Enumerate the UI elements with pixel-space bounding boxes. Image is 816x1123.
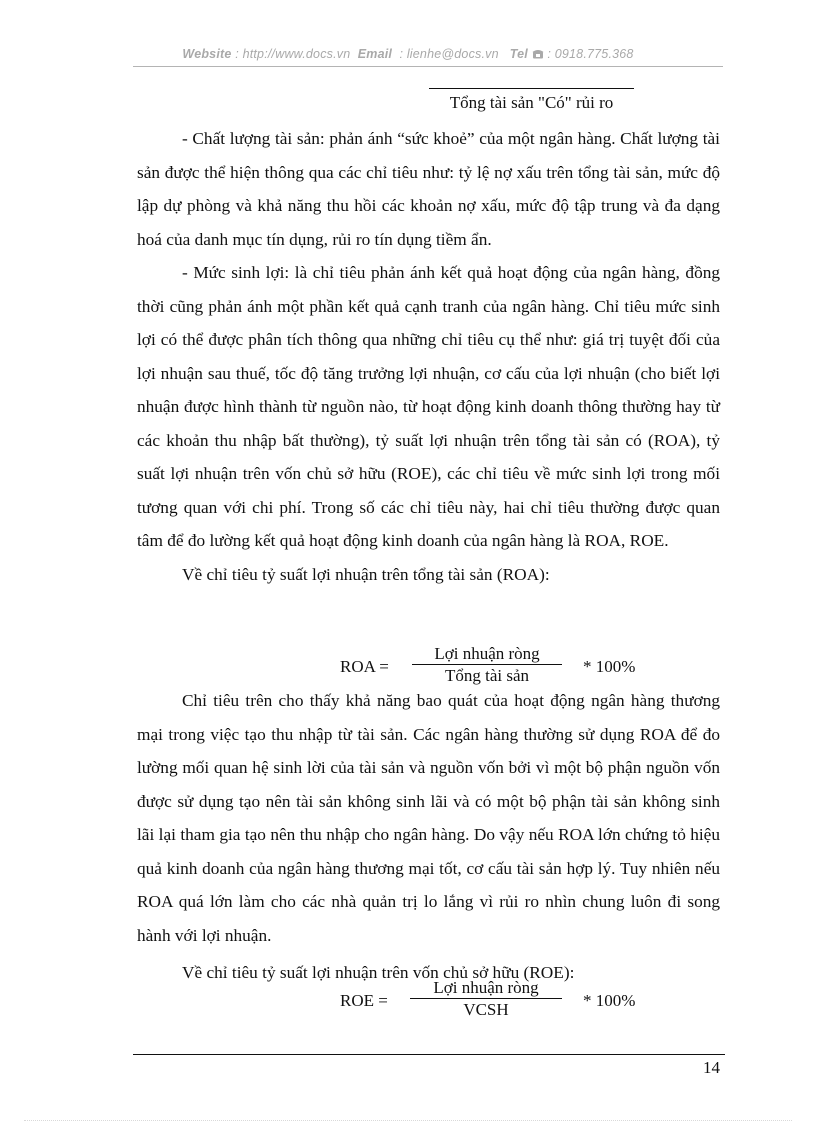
website-label: Website	[182, 47, 232, 61]
page-header	[0, 47, 816, 61]
body-text-top	[137, 122, 720, 591]
page-number: 14	[703, 1058, 720, 1077]
formula-roe-numerator: Lợi nhuận ròng	[433, 978, 539, 997]
formula-roe-fraction	[410, 978, 562, 1021]
formula-roe-multiplier: * 100%	[583, 991, 636, 1010]
header-divider	[133, 66, 723, 67]
formula-roa-numerator: Lợi nhuận ròng	[434, 644, 540, 663]
formula-roe-lhs: ROE =	[340, 991, 388, 1010]
fraction-bar	[429, 88, 634, 89]
paragraph-roa-explanation: Chỉ tiêu trên cho thấy khả năng bao quát của hoạt động ngân hàng thương mại trong việc tạo thu nhập từ tài sản. Các ngân hàng thường sử dụng ROA để đo lường mối quan hệ sinh lời của tài sản và nguồn vốn bởi vì một bộ phận nguồn vốn được sử dụng tạo nên tài sản không sinh lãi và có một bộ phận tài sản không sinh lãi lại tham gia tạo nên thu nhập cho ngân hàng. Do vậy nếu ROA lớn chứng tỏ hiệu quả kinh doanh của ngân hàng thương mại tốt, cơ cấu tài sản hợp lý. Tuy nhiên nếu ROA quá lớn làm cho các nhà quản trị lo lắng vì rủi ro nhìn chung luôn đi song hành với lợi nhuận.	[137, 691, 720, 945]
formula-roa-fraction	[412, 644, 562, 687]
body-text-middle	[137, 684, 720, 990]
previous-formula-tail: Tổng tài sản "Có" rủi ro	[449, 93, 614, 112]
paragraph-asset-quality: - Chất lượng tài sản: phản ánh “sức khoẻ” của một ngân hàng. Chất lượng tài sản được thể hiện thông qua các chỉ tiêu như: tỷ lệ nợ xấu trên tổng tài sản, mức độ lập dự phòng và khả năng thu hồi các khoản nợ xấu, mức độ tập trung và đa dạng hoá của danh mục tín dụng, rủi ro tín dụng tiềm ẩn.	[137, 129, 720, 249]
previous-formula-denominator	[429, 88, 634, 114]
footer-divider	[133, 1054, 725, 1055]
formula-roe	[137, 978, 720, 1028]
formula-roe-denominator: VCSH	[410, 998, 562, 1021]
email-value[interactable]: : lienhe@docs.vn	[399, 47, 499, 61]
page-bottom-border	[24, 1120, 792, 1121]
email-label: Email	[357, 47, 393, 61]
paragraph-roa-intro: Về chỉ tiêu tỷ suất lợi nhuận trên tổng tài sản (ROA):	[182, 564, 550, 584]
tel-value: : 0918.775.368	[547, 47, 634, 61]
tel-label: Tel	[509, 47, 528, 61]
paragraph-roe-intro: Về chỉ tiêu tỷ suất lợi nhuận trên vốn chủ sở hữu (ROE):	[182, 963, 575, 982]
formula-roa-lhs: ROA =	[340, 657, 389, 676]
formula-roa-denominator: Tổng tài sản	[412, 664, 562, 687]
paragraph-profitability: - Mức sinh lợi: là chỉ tiêu phản ánh kết quả hoạt động của ngân hàng, đồng thời cũng phản ánh một phần kết quả cạnh tranh của ngân hàng. Chỉ tiêu mức sinh lợi có thể được phân tích thông qua những chỉ tiêu cụ thể như: giá trị tuyệt đối của lợi nhuận sau thuế, tốc độ tăng trưởng lợi nhuận, cơ cấu của lợi nhuận (cho biết lợi nhuận được hình thành từ nguồn nào, từ hoạt động kinh doanh thông thường hay từ các khoản thu nhập bất thường), tỷ suất lợi nhuận trên tổng tài sản có (ROA), tỷ suất lợi nhuận trên vốn chủ sở hữu (ROE), các chỉ tiêu về mức sinh lợi trong mối tương quan với chi phí. Trong số các chỉ tiêu này, hai chỉ tiêu thường được quan tâm để đo lường kết quả hoạt động kinh doanh của ngân hàng là ROA, ROE.	[137, 263, 720, 550]
website-value[interactable]: : http://www.docs.vn	[235, 47, 351, 61]
phone-icon	[532, 47, 548, 61]
formula-roa-multiplier: * 100%	[583, 657, 636, 676]
